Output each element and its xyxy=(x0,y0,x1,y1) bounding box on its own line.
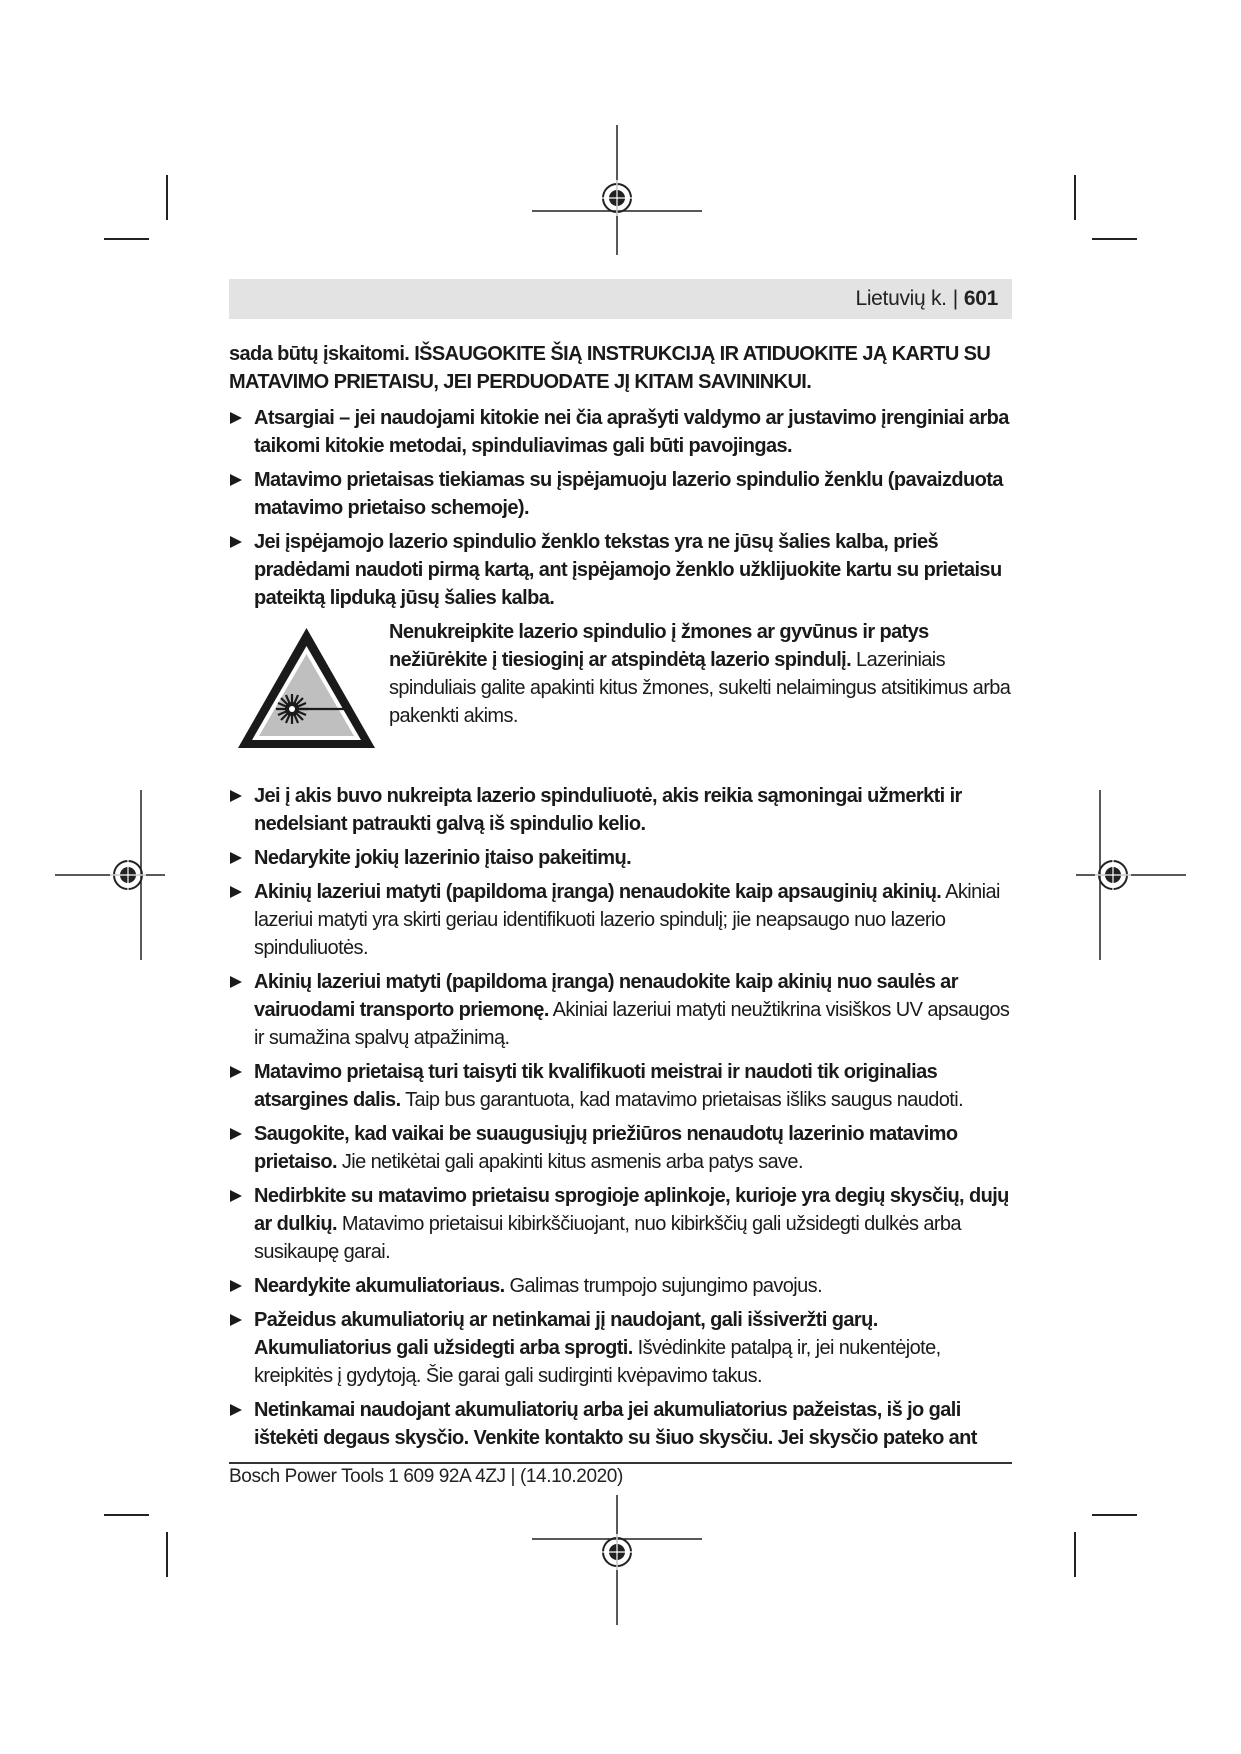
safety-item-bold: Nedirbkite su matavimo prietaisu sprogioje aplinkoje, kurioje yra degių skysčių, dujų ar dulkių. xyxy=(254,1185,1009,1235)
safety-item xyxy=(229,968,1019,1052)
triangle-bullet-icon xyxy=(230,1404,242,1416)
safety-item xyxy=(229,1306,1019,1390)
intro-paragraph: sada būtų įskaitomi. IŠSAUGOKITE ŠIĄ INSTRUKCIJĄ IR ATIDUOKITE JĄ KARTU SU MATAVIMO PRIETAISU, JEI PERDUODATE JĮ KITAM SAVININKUI. xyxy=(229,343,991,393)
safety-item xyxy=(229,844,1019,872)
triangle-bullet-icon xyxy=(230,412,242,424)
safety-item-bold: Saugokite, kad vaikai be suaugusiųjų priežiūros nenaudotų lazerinio matavimo prietaiso. xyxy=(254,1123,958,1173)
safety-item-bold: Neardykite akumuliatoriaus. xyxy=(254,1275,505,1297)
safety-list-before xyxy=(229,404,1019,612)
crop-mark xyxy=(104,238,149,240)
triangle-bullet-icon xyxy=(230,1066,242,1078)
registration-mark-icon xyxy=(55,790,165,960)
laser-warning-normal: Lazeriniais spinduliais galite apakinti kitus žmones, sukelti nelaimingus atsitikimus arba pakenkti akims. xyxy=(389,649,1011,727)
triangle-bullet-icon xyxy=(230,886,242,898)
safety-item-bold: Jei įspėjamojo lazerio spindulio ženklo tekstas yra ne jūsų šalies kalba, prieš pradėdami naudoti pirmą kartą, ant įspėjamojo ženklo užklijuokite kartu su prietaisu pateiktą lipduką jūsų šalies kalba. xyxy=(254,531,1002,609)
crop-mark xyxy=(1074,1532,1076,1577)
safety-item xyxy=(229,528,1019,612)
safety-item xyxy=(229,466,1019,522)
crop-mark xyxy=(166,175,168,220)
footer-divider xyxy=(229,1462,1012,1464)
safety-item-bold: Matavimo prietaisą turi taisyti tik kvalifikuoti meistrai ir naudoti tik originalias atsargines dalis. xyxy=(254,1061,938,1111)
safety-item xyxy=(229,1272,1019,1300)
triangle-bullet-icon xyxy=(230,1128,242,1140)
triangle-bullet-icon xyxy=(230,536,242,548)
laser-warning-text xyxy=(389,618,1019,730)
page-number: 601 xyxy=(963,287,998,310)
safety-item xyxy=(229,1120,1019,1176)
crop-mark xyxy=(1092,238,1137,240)
safety-item-bold: Nedarykite jokių lazerinio įtaiso pakeitimų. xyxy=(254,847,632,869)
page-content xyxy=(229,340,1019,1458)
header-text xyxy=(855,287,998,311)
safety-item-bold: Akinių lazeriui matyti (papildoma įranga) nenaudokite kaip akinių nuo saulės ar vairuodami transporto priemonę. xyxy=(254,971,958,1021)
crop-mark xyxy=(104,1514,149,1516)
safety-item xyxy=(229,878,1019,962)
safety-item xyxy=(229,782,1019,838)
safety-item-text: Akiniai lazeriui matyti yra skirti geriau identifikuoti lazerio spindulį; jie neapsaugo nuo lazerio spinduliuotės. xyxy=(254,881,1000,959)
laser-warning-block xyxy=(229,618,1019,768)
safety-item-text: Jie netikėtai gali apakinti kitus asmenis arba patys save. xyxy=(341,1151,803,1173)
registration-mark-icon xyxy=(532,1495,702,1625)
safety-item-bold: Atsargiai – jei naudojami kitokie nei čia aprašyti valdymo ar justavimo įrenginiai arba taikomi kitokie metodai, spinduliavimas gali būti pavojingas. xyxy=(254,407,1009,457)
triangle-bullet-icon xyxy=(230,790,242,802)
triangle-bullet-icon xyxy=(230,1280,242,1292)
safety-item-bold: Netinkamai naudojant akumuliatorių arba jei akumuliatorius pažeistas, iš jo gali ištekėti degaus skysčio. Venkite kontakto su šiuo skysčiu. Jei skysčio pateko ant xyxy=(254,1399,977,1449)
triangle-bullet-icon xyxy=(230,852,242,864)
safety-item-bold: Akinių lazeriui matyti (papildoma įranga) nenaudokite kaip apsauginių akinių. xyxy=(254,881,942,903)
page-header xyxy=(229,279,1012,319)
safety-item-bold: Matavimo prietaisas tiekiamas su įspėjamuoju lazerio spindulio ženklu (pavaizduota matavimo prietaiso schemoje). xyxy=(254,469,1003,519)
safety-item-text: Išvėdinkite patalpą ir, jei nukentėjote, kreipkitės į gydytoją. Šie garai gali sudirginti kvėpavimo takus. xyxy=(254,1337,941,1387)
safety-item-text: Akiniai lazeriui matyti neužtikrina visiškos UV apsaugos ir sumažina spalvų atpažinimą. xyxy=(254,999,1010,1049)
safety-list-after xyxy=(229,782,1019,1452)
registration-mark-icon xyxy=(532,125,702,255)
safety-item-text: Matavimo prietaisui kibirkščiuojant, nuo kibirkščių gali užsidegti dulkės arba susikaupę garai. xyxy=(254,1213,961,1263)
safety-item-bold: Pažeidus akumuliatorių ar netinkamai jį naudojant, gali išsiveržti garų. Akumuliatorius gali užsidegti arba sprogti. xyxy=(254,1309,878,1359)
triangle-bullet-icon xyxy=(230,976,242,988)
safety-item-text: Taip bus garantuota, kad matavimo prietaisas išliks saugus naudoti. xyxy=(405,1089,964,1111)
safety-item xyxy=(229,404,1019,460)
safety-item-bold: Jei į akis buvo nukreipta lazerio spinduliuotė, akis reikia sąmoningai užmerkti ir nedelsiant patraukti galvą iš spindulio kelio. xyxy=(254,785,962,835)
header-language: Lietuvių k. xyxy=(855,287,947,310)
header-separator: | xyxy=(952,287,958,310)
safety-item xyxy=(229,1058,1019,1114)
crop-mark xyxy=(166,1532,168,1577)
laser-warning-bold: Nenukreipkite lazerio spindulio į žmones ar gyvūnus ir patys nežiūrėkite į tiesioginį ar atspindėtą lazerio spindulį. xyxy=(389,621,929,671)
triangle-bullet-icon xyxy=(230,1190,242,1202)
triangle-bullet-icon xyxy=(230,474,242,486)
safety-item xyxy=(229,1396,1019,1452)
crop-mark xyxy=(1092,1514,1137,1516)
crop-mark xyxy=(1074,175,1076,220)
registration-mark-icon xyxy=(1076,790,1186,960)
triangle-bullet-icon xyxy=(230,1314,242,1326)
safety-item xyxy=(229,1182,1019,1266)
page-footer: Bosch Power Tools 1 609 92A 4ZJ | (14.10.2020) xyxy=(229,1466,623,1487)
laser-warning-icon xyxy=(234,624,379,752)
safety-item-text: Galimas trumpojo sujungimo pavojus. xyxy=(509,1275,823,1297)
